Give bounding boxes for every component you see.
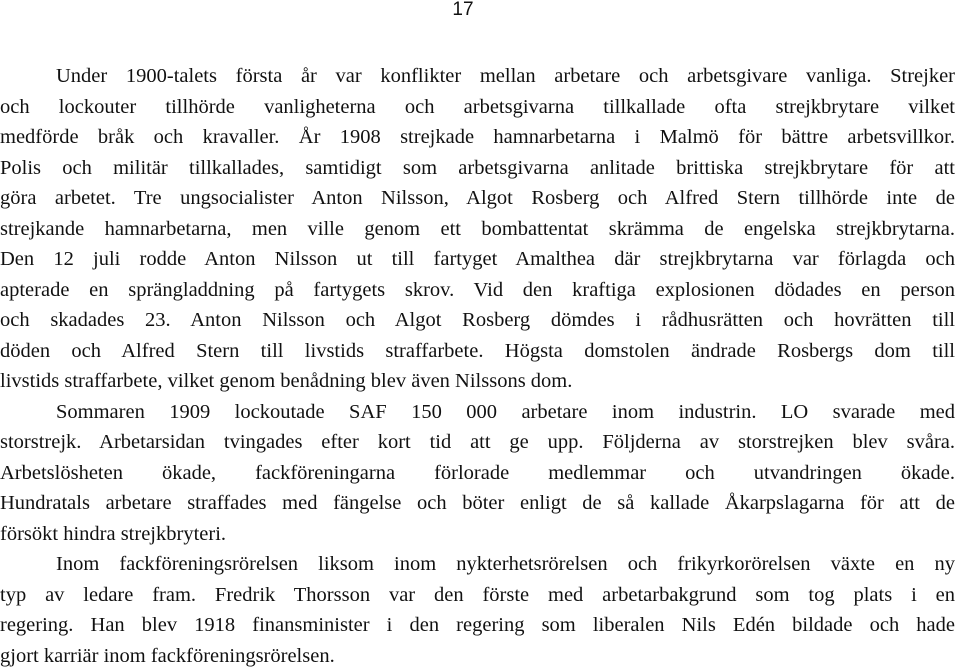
text-line: döden och Alfred Stern till livstids straffarbete. Högsta domstolen ändrade Rosbergs dom till [0,336,955,367]
text-line: Inom fackföreningsrörelsen liksom inom nykterhetsrörelsen och frikyrkorörelsen växte en ny [0,549,955,580]
paragraph [0,549,955,671]
paragraph [0,397,955,550]
text-line: Den 12 juli rodde Anton Nilsson ut till fartyget Amalthea där strejkbrytarna var förlagda och [0,244,955,275]
text-line: typ av ledare fram. Fredrik Thorsson var den förste med arbetarbakgrund som tog plats i en [0,580,955,611]
text-line: strejkande hamnarbetarna, men ville genom ett bombattentat skrämma de engelska strejkbrytarna. [0,214,955,245]
text-line: gjort karriär inom fackföreningsrörelsen. [0,641,955,671]
paragraph [0,61,955,397]
text-line: Hundratals arbetare straffades med fängelse och böter enligt de så kallade Åkarpslagarna för att de [0,488,955,519]
text-line: Polis och militär tillkallades, samtidigt som arbetsgivarna anlitade brittiska strejkbrytare för att [0,153,955,184]
text-line: regering. Han blev 1918 finansminister i den regering som liberalen Nils Edén bildade och hade [0,610,955,641]
document-body [0,61,955,671]
text-line: och lockouter tillhörde vanligheterna och arbetsgivarna tillkallade ofta strejkbrytare vilket [0,92,955,123]
text-line: medförde bråk och kravaller. År 1908 strejkade hamnarbetarna i Malmö för bättre arbetsvillkor. [0,122,955,153]
text-line: göra arbetet. Tre ungsocialister Anton Nilsson, Algot Rosberg och Alfred Stern tillhörde inte de [0,183,955,214]
text-line: storstrejk. Arbetarsidan tvingades efter kort tid att ge upp. Följderna av storstrejken blev svåra. [0,427,955,458]
text-line: försökt hindra strejkbryteri. [0,519,955,550]
text-line: livstids straffarbete, vilket genom benådning blev även Nilssons dom. [0,366,955,397]
page-number: 17 [0,0,926,21]
text-line: Under 1900-talets första år var konflikter mellan arbetare och arbetsgivare vanliga. Strejker [0,61,955,92]
text-line: Arbetslösheten ökade, fackföreningarna förlorade medlemmar och utvandringen ökade. [0,458,955,489]
text-line: och skadades 23. Anton Nilsson och Algot Rosberg dömdes i rådhusrätten och hovrätten till [0,305,955,336]
text-line: apterade en sprängladdning på fartygets skrov. Vid den kraftiga explosionen dödades en person [0,275,955,306]
text-line: Sommaren 1909 lockoutade SAF 150 000 arbetare inom industrin. LO svarade med [0,397,955,428]
